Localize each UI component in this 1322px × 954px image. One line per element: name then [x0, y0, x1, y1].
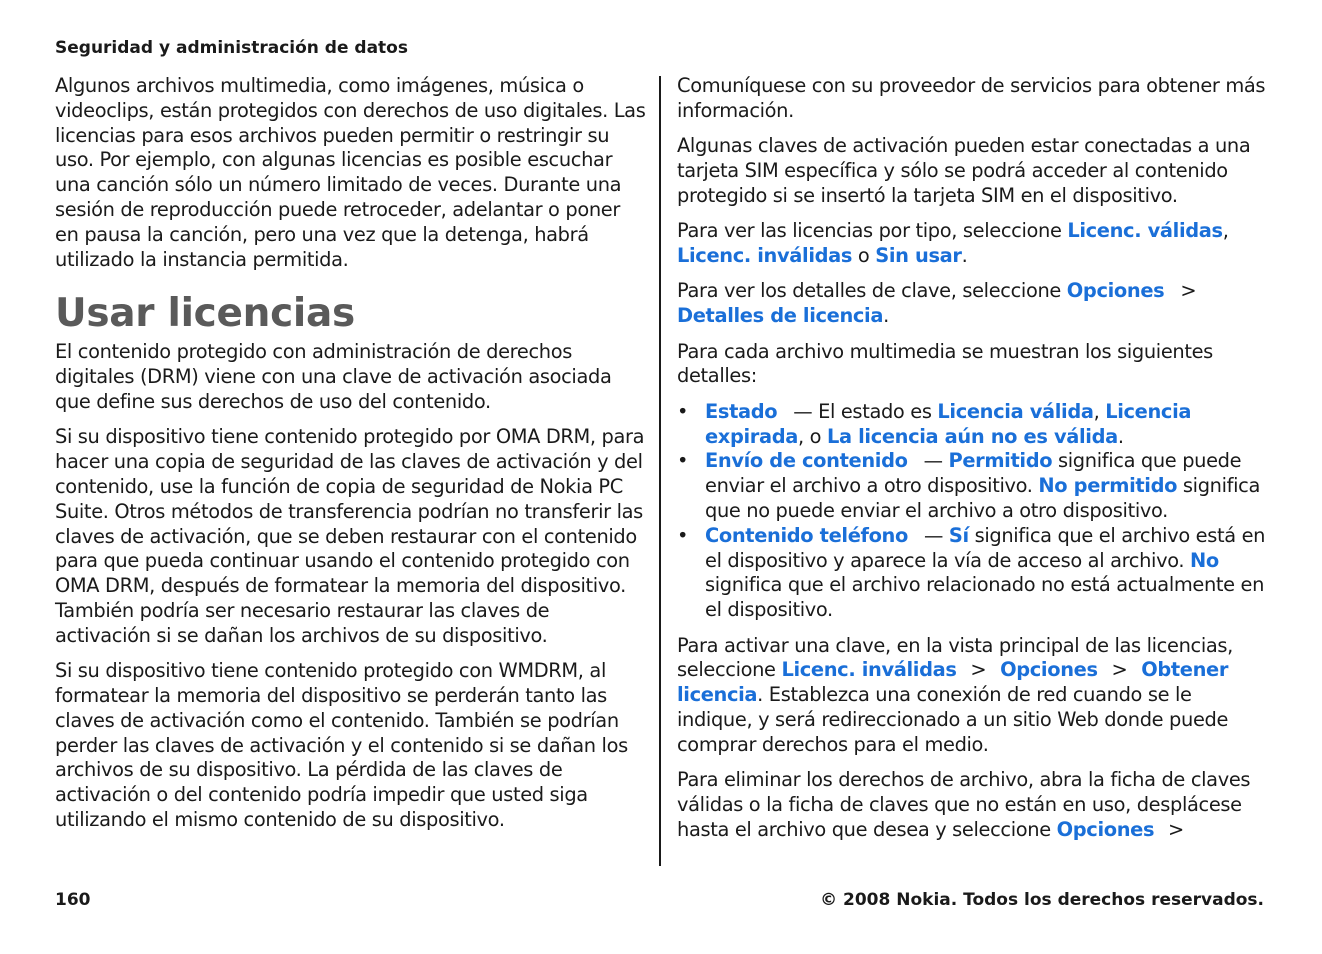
- menu-separator: >: [1111, 658, 1128, 682]
- details-list: [677, 400, 1272, 623]
- provider-paragraph: Comuníquese con su proveedor de servicios para obtener más información.: [677, 74, 1266, 122]
- menu-separator: >: [970, 658, 987, 682]
- status-term: Estado: [705, 399, 778, 423]
- list-item: • Estado — El estado es Licencia válida, Licencia expirada, o La licencia aún no es válida.: [677, 399, 1192, 448]
- unused-option: Sin usar: [875, 243, 962, 267]
- drm-paragraph: El contenido protegido con administración de derechos digitales (DRM) viene con una clave de activación asociada que define sus derechos de uso del contenido.: [55, 340, 612, 413]
- page-number: 160: [55, 890, 91, 910]
- column-divider: [659, 76, 661, 866]
- view-by-type-paragraph: Para ver las licencias por tipo, seleccione Licenc. válidas, Licenc. inválidas o Sin usar.: [677, 219, 1229, 267]
- content-sending-term: Envío de contenido: [705, 449, 908, 473]
- left-column: [55, 74, 649, 843]
- running-header: Seguridad y administración de datos: [55, 38, 408, 58]
- list-item: • Contenido teléfono — Sí significa que el archivo está en el dispositivo y aparece la vía de acceso al archivo. No significa que el archivo relacionado no está actualmente en el dispositivo.: [677, 523, 1266, 622]
- wmdrm-paragraph: Si su dispositivo tiene contenido protegido con WMDRM, al formatear la memoria del dispositivo se perderán tanto las claves de activación como el contenido. También se podrían perder las claves de activación y el contenido si se dañan los archivos de su dispositivo. La pérdida de las claves de activación o del contenido podría impedir que usted siga utilizando el mismo contenido de su dispositivo.: [55, 659, 628, 831]
- delete-rights-paragraph: Para eliminar los derechos de archivo, abra la ficha de claves válidas o la ficha de claves que no están en uso, desplácese hasta el archivo que desea y seleccione Opciones >: [677, 768, 1251, 841]
- options-menu-ref: Opciones: [1066, 279, 1165, 303]
- list-item: • Envío de contenido — Permitido significa que puede enviar el archivo a otro dispositivo. No permitido significa que no puede enviar el archivo a otro dispositivo.: [677, 449, 1260, 522]
- activate-key-paragraph: Para activar una clave, en la vista principal de las licencias, seleccione Licenc. inválidas > Opciones > Obtener licencia. Establezca una conexión de red cuando se le indique, y será redireccionado a un sitio Web donde puede comprar derechos para el medio.: [677, 633, 1233, 756]
- bullet: •: [677, 523, 689, 547]
- intro-paragraph: Algunos archivos multimedia, como imágenes, música o videoclips, están protegidos con derechos de uso digitales. Las licencias para esos archivos pueden permitir o restringir su uso. Por ejemplo, con algunas licencias es posible escuchar una canción sólo un número limitado de veces. Durante una sesión de reproducción puede retroceder, adelantar o poner en pausa la canción, pero una vez que la detenga, habrá utilizado la instancia permitida.: [55, 74, 646, 271]
- sim-paragraph: Algunas claves de activación pueden estar conectadas a una tarjeta SIM específica y sólo se podrá acceder al contenido protegido si se insertó la tarjeta SIM en el dispositivo.: [677, 134, 1251, 207]
- bullet: •: [677, 449, 689, 473]
- valid-licenses-option: Licenc. válidas: [1067, 219, 1223, 243]
- key-details-paragraph: Para ver los detalles de clave, seleccione Opciones > Detalles de licencia.: [677, 279, 1197, 328]
- invalid-licenses-option: Licenc. inválidas: [677, 243, 853, 267]
- phone-content-term: Contenido teléfono: [705, 523, 908, 547]
- menu-separator: >: [1168, 817, 1184, 841]
- license-details-option: Detalles de licencia: [677, 304, 884, 328]
- oma-drm-paragraph: Si su dispositivo tiene contenido protegido por OMA DRM, para hacer una copia de seguridad de las claves de activación y del contenido, use la función de copia de seguridad de Nokia PC Suite. Otros métodos de transferencia podrían no transferir las claves de activación, que se deben restaurar con el contenido para que pueda continuar usando el contenido protegido con OMA DRM, después de formatear la memoria del dispositivo. También podría ser necesario restaurar las claves de activación si se dañan los archivos de su dispositivo.: [55, 425, 645, 647]
- details-intro-paragraph: Para cada archivo multimedia se muestran los siguientes detalles:: [677, 339, 1213, 388]
- get-license-option: Obtener licencia: [677, 658, 1229, 707]
- right-column: [677, 74, 1272, 853]
- bullet: •: [677, 399, 689, 423]
- menu-separator: >: [1180, 279, 1197, 303]
- copyright-notice: © 2008 Nokia. Todos los derechos reservados.: [820, 890, 1264, 910]
- section-heading: Usar licencias: [55, 291, 355, 337]
